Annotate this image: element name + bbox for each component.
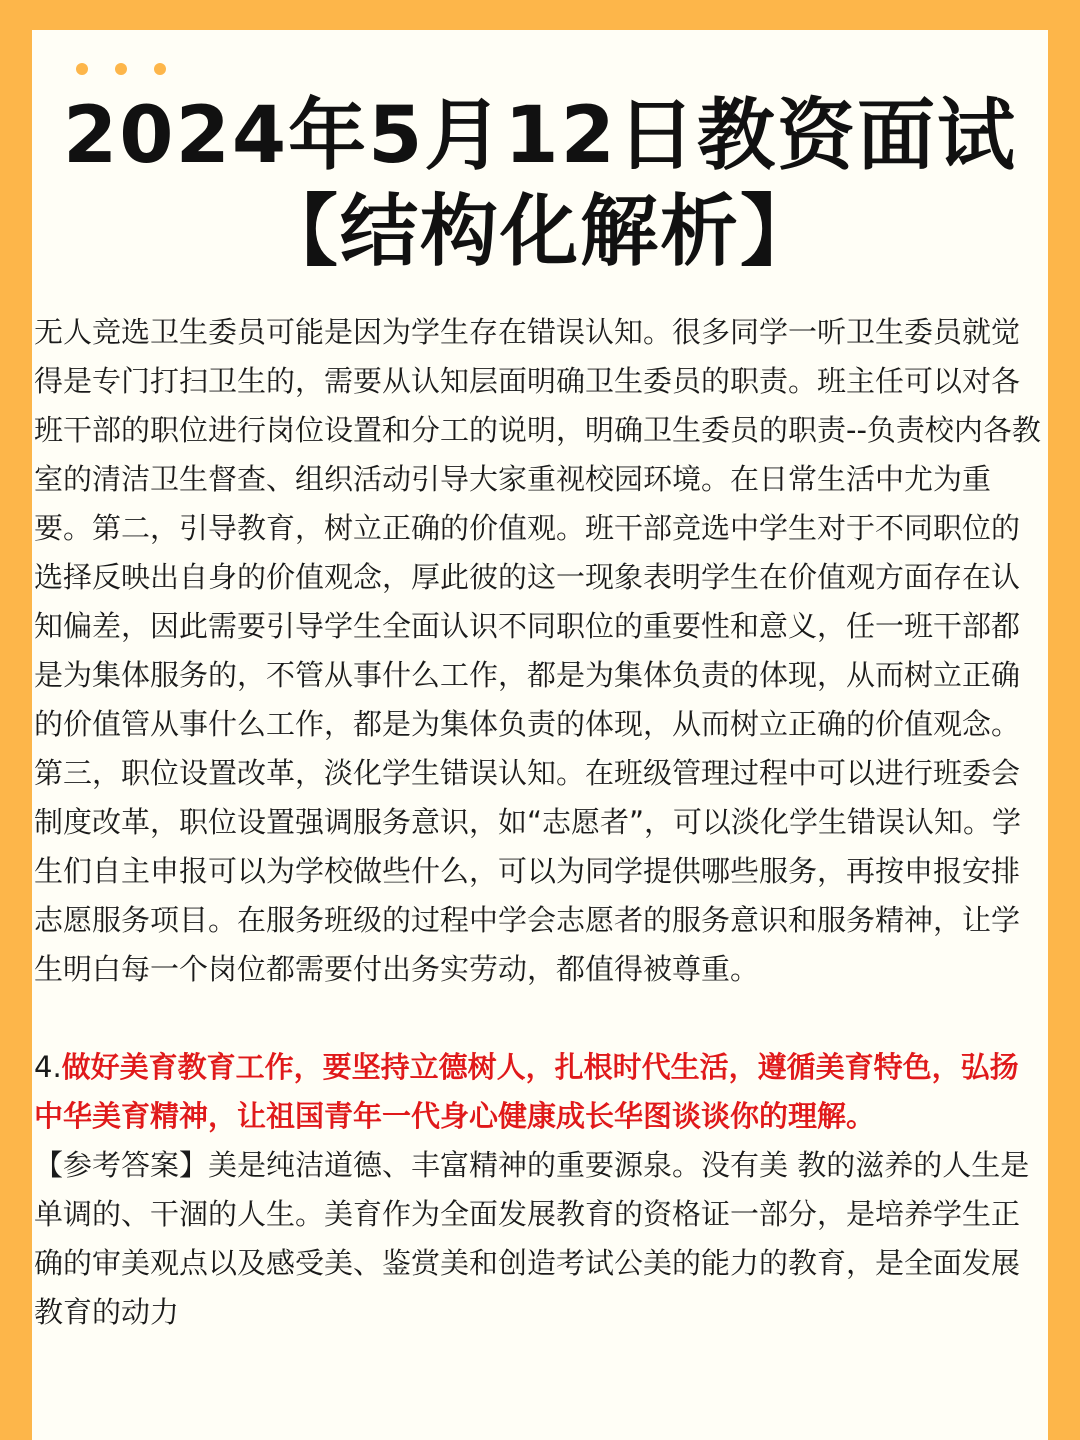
question-number: 4.	[34, 1050, 62, 1084]
paragraph-1: 无人竞选卫生委员可能是因为学生存在错误认知。很多同学一听卫生委员就觉得是专门打扫卫生的，需要从认知层面明确卫生委员的职责。班主任可以对各班干部的职位进行岗位设置和分工的说明，明确卫生委员的职责--负责校内各教室的清洁卫生督查、组织活动引导大家重视校园环境。在日常生活中尤为重要。第二，引导教育，树立正确的价值观。班干部竞选中学生对于不同职位的选择反映出自身的价值观念，厚此彼的这一现象表明学生在价值观方面存在认知偏差，因此需要引导学生全面认识不同职位的重要性和意义，任一班干部都是为集体服务的，不管从事什么工作，都是为集体负责的体现，从而树立正确的价值管从事什么工作，都是为集体负责的体现，从而树立正确的价值观念。	[34, 315, 1041, 741]
question-4	[34, 1043, 1044, 1141]
content-card	[32, 30, 1048, 1440]
decorative-dots	[76, 63, 166, 75]
paragraph-2: 第三，职位设置改革，淡化学生错误认知。在班级管理过程中可以进行班委会制度改革，职位设置强调服务意识，如“志愿者”，可以淡化学生错误认知。学生们自主申报可以为学校做些什么，可以为同学提供哪些服务，再按申报安排志愿服务项目。在服务班级的过程中学会志愿者的服务意识和服务精神，让学生明白每一个岗位都需要付出务实劳动，都值得被尊重。	[34, 756, 1022, 986]
title-line-1: 2024年5月12日教资面试	[63, 91, 1017, 181]
dot-icon	[154, 63, 166, 75]
page-title	[32, 88, 1048, 280]
dot-icon	[115, 63, 127, 75]
paragraph-answer: 【参考答案】美是纯洁道德、丰富精神的重要源泉。没有美 教的滋养的人生是单调的、干涸的人生。美育作为全面发展教育的资格证一部分，是培养学生正确的审美观点以及感受美、鉴赏美和创造考试公美的能力的教育，是全面发展教育的动力	[34, 1148, 1030, 1329]
spacer	[34, 994, 1044, 1043]
article-body	[34, 308, 1044, 1337]
title-line-2: 【结构化解析】	[259, 187, 820, 277]
question-text: 做好美育教育工作，要坚持立德树人，扎根时代生活，遵循美育特色，弘扬中华美育精神，让祖国青年一代身心健康成长华图谈谈你的理解。	[34, 1050, 1019, 1133]
dot-icon	[76, 63, 88, 75]
